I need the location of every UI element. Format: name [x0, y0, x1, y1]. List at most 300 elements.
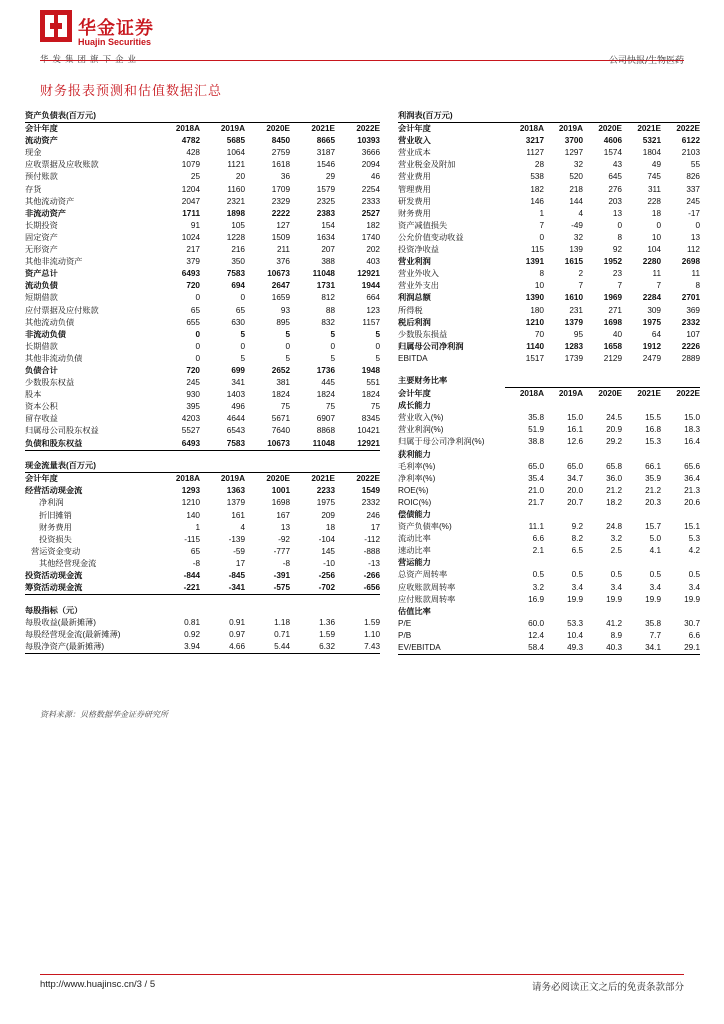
group-line: 华发集团旗下企业 [40, 55, 141, 65]
row-value: 7.7 [649, 630, 661, 640]
row-label: 营业税金及附加 [398, 160, 456, 170]
row-value: 2129 [603, 353, 622, 363]
row-value: 23 [612, 269, 622, 279]
row-value [622, 400, 661, 412]
row-label: 无形资产 [25, 245, 58, 255]
table-row [25, 438, 380, 451]
huajin-logo-icon [40, 10, 72, 42]
row-value: 105 [231, 220, 245, 230]
row-label: 总资产周转率 [398, 570, 448, 580]
row-label: 净利率(%) [398, 473, 436, 483]
year-label: 会计年度 [398, 124, 431, 134]
row-value: 309 [647, 305, 661, 315]
table-row [25, 220, 380, 232]
table-row [398, 569, 700, 581]
table-row [25, 389, 380, 401]
row-value: 4 [578, 208, 583, 218]
row-label: 固定资产 [25, 232, 58, 242]
row-value: 182 [366, 220, 380, 230]
row-value: -8 [192, 558, 200, 568]
row-value: 211 [276, 245, 290, 255]
row-value: 112 [686, 245, 700, 255]
row-label: 每股收益(最新摊薄) [25, 617, 96, 627]
row-value: 16.9 [528, 594, 544, 604]
row-label: 非流动资产 [25, 208, 66, 218]
row-value: 7583 [200, 438, 245, 451]
row-label: 营业收入 [398, 136, 431, 146]
row-value: 9.2 [571, 522, 583, 532]
row-value: 0 [240, 341, 245, 351]
row-value: 10 [651, 232, 661, 242]
row-value: 36 [280, 172, 290, 182]
row-value [505, 509, 544, 521]
row-value: 5.3 [688, 534, 700, 544]
row-value: 16.8 [645, 425, 661, 435]
row-label: 流动资产 [25, 136, 58, 146]
row-value: 0 [195, 293, 200, 303]
row-value: 2233 [316, 486, 335, 496]
table-row [25, 510, 380, 522]
table-row [398, 256, 700, 268]
table-row [25, 147, 380, 159]
row-value [661, 606, 700, 618]
row-value: 3.94 [155, 641, 200, 654]
row-value: 0.5 [688, 570, 700, 580]
row-value: 1546 [316, 160, 335, 170]
year-header: 2020E [583, 388, 622, 401]
row-value: 1698 [271, 498, 290, 508]
row-value: 1127 [526, 148, 544, 158]
row-value: -139 [228, 534, 245, 544]
row-value: -104 [318, 534, 335, 544]
row-label: 获利能力 [398, 449, 431, 459]
row-label: 股本 [25, 390, 42, 400]
table-row [398, 220, 700, 232]
row-value: 228 [647, 196, 661, 206]
year-header: 2018A [155, 473, 200, 486]
row-value: 43 [612, 160, 622, 170]
row-value: 51.9 [528, 425, 544, 435]
row-value: 1912 [642, 341, 661, 351]
header-divider [40, 60, 684, 61]
row-label: 折旧摊销 [39, 510, 72, 520]
row-value: 3.2 [610, 534, 622, 544]
row-value [583, 606, 622, 618]
row-label: 筹资活动现金流 [25, 582, 155, 595]
row-label: 财务费用 [398, 208, 431, 218]
table-row [25, 341, 380, 353]
row-value: 1121 [227, 160, 245, 170]
row-value: 1549 [361, 486, 380, 496]
row-value: 403 [366, 257, 380, 267]
row-value: 0 [195, 353, 200, 363]
row-value: 1001 [271, 486, 290, 496]
row-value: 17 [235, 558, 245, 568]
row-label: 长期投资 [25, 220, 58, 230]
row-value: 1160 [227, 184, 245, 194]
row-label: 流动比率 [398, 534, 431, 544]
per-share-title-row [25, 605, 380, 617]
row-value: 1634 [316, 232, 335, 242]
row-value: 1379 [564, 317, 583, 327]
row-value: 1297 [564, 148, 583, 158]
row-value: 4.2 [688, 546, 700, 556]
row-value: 6907 [316, 414, 335, 424]
row-value: 1.59 [319, 629, 335, 639]
row-value: 2.1 [532, 546, 544, 556]
row-value: 145 [321, 546, 335, 556]
row-value: -112 [364, 534, 380, 544]
row-value: 2701 [681, 293, 700, 303]
row-value: 8 [539, 269, 544, 279]
row-label: 营业成本 [398, 148, 431, 158]
year-header: 2019A [544, 123, 583, 136]
row-value: 2284 [642, 293, 661, 303]
row-value: 64 [651, 329, 661, 339]
row-value: 1804 [642, 148, 661, 158]
row-value [583, 449, 622, 461]
row-value: 350 [231, 257, 245, 267]
spacer [25, 450, 380, 460]
table-row [25, 377, 380, 389]
row-value: 93 [280, 305, 290, 315]
row-value: 21.7 [528, 497, 544, 507]
row-value: 1975 [642, 317, 661, 327]
year-label: 会计年度 [398, 388, 431, 398]
row-value: 1293 [181, 486, 200, 496]
row-value: 246 [366, 510, 380, 520]
row-value: 123 [366, 305, 380, 315]
row-value: 6.6 [688, 630, 700, 640]
row-value: 36.0 [606, 473, 622, 483]
year-header: 2020E [245, 123, 290, 136]
row-value: 5321 [642, 136, 661, 146]
row-label: 营业外支出 [398, 281, 439, 291]
row-value: 0 [195, 341, 200, 351]
row-value: 216 [231, 245, 245, 255]
row-value: 520 [569, 172, 583, 182]
row-value: 2329 [271, 196, 290, 206]
spacer [25, 595, 380, 605]
row-value: 65 [190, 305, 200, 315]
row-value: 1969 [603, 293, 622, 303]
row-value: 182 [530, 184, 544, 194]
table-row [25, 184, 380, 196]
row-label: 毛利率(%) [398, 461, 436, 471]
row-value: 19.9 [645, 594, 661, 604]
row-value: 388 [321, 257, 335, 267]
row-value: 655 [186, 317, 200, 327]
row-value [505, 557, 544, 569]
row-value [622, 449, 661, 461]
row-value [622, 557, 661, 569]
table-row [398, 232, 700, 244]
row-value: 337 [686, 184, 700, 194]
row-label: ROIC(%) [398, 497, 432, 507]
row-value: 18 [325, 522, 335, 532]
row-value: 6122 [681, 136, 700, 146]
table-row [25, 292, 380, 304]
row-label: 少数股东权益 [25, 378, 75, 388]
row-value: 5.0 [649, 534, 661, 544]
balance-sheet-title: 资产负债表(百万元) [25, 110, 380, 123]
row-value: 0.92 [184, 629, 200, 639]
row-value: 6.6 [532, 534, 544, 544]
table-row [25, 244, 380, 256]
row-label: 税后利润 [398, 317, 431, 327]
row-value: 745 [647, 172, 661, 182]
row-value: 202 [366, 245, 380, 255]
row-value: 209 [321, 510, 335, 520]
year-header: 2022E [661, 388, 700, 401]
row-value: 5685 [226, 136, 245, 146]
cash-flow-title: 现金流量表(百万元) [25, 460, 380, 473]
row-value: 826 [686, 172, 700, 182]
year-label: 会计年度 [25, 124, 58, 134]
row-value: 812 [321, 293, 335, 303]
row-value: 1824 [271, 390, 290, 400]
row-label: 所得税 [398, 305, 423, 315]
row-value: 1363 [226, 486, 245, 496]
table-row [25, 582, 380, 595]
row-value: 7.43 [335, 641, 380, 654]
year-header: 2018A [505, 123, 544, 136]
row-value: 1615 [564, 257, 583, 267]
row-label: EV/EBITDA [398, 642, 505, 655]
table-row [398, 485, 700, 497]
row-value: 276 [608, 184, 622, 194]
spacer-cell [25, 450, 380, 460]
row-value: 35.9 [645, 473, 661, 483]
year-header: 2022E [335, 473, 380, 486]
row-label: 营业费用 [398, 172, 431, 182]
row-value: 24.8 [606, 522, 622, 532]
table-row [398, 557, 700, 569]
row-value: -92 [278, 534, 290, 544]
row-value: 6543 [226, 426, 245, 436]
report-type: 公司快报/生物医药 [608, 56, 684, 66]
row-value: 29 [325, 172, 335, 182]
row-label: 营运能力 [398, 558, 431, 568]
row-value: 24.5 [606, 413, 622, 423]
row-value: 5 [285, 353, 290, 363]
row-value: 1024 [181, 232, 200, 242]
row-value: 445 [321, 378, 335, 388]
row-value: 551 [366, 378, 380, 388]
row-label: 营业外收入 [398, 269, 439, 279]
row-value: 2226 [681, 341, 700, 351]
row-value: 35.4 [528, 473, 544, 483]
row-value: 369 [686, 305, 700, 315]
row-value: 21.0 [528, 485, 544, 495]
row-value: 1574 [603, 148, 622, 158]
row-value: 3.4 [571, 582, 583, 592]
balance-sheet-years [25, 123, 380, 136]
row-value: 5 [240, 353, 245, 363]
row-label: 短期借款 [25, 293, 58, 303]
row-value: 29.2 [606, 437, 622, 447]
row-value: 3217 [525, 136, 544, 146]
row-value: 0.5 [649, 570, 661, 580]
table-row [25, 425, 380, 437]
row-value: 1 [195, 522, 200, 532]
row-value [661, 400, 700, 412]
row-value: 2383 [316, 208, 335, 218]
row-value: 271 [608, 305, 622, 315]
row-value: 1824 [316, 390, 335, 400]
row-value: 5 [330, 329, 335, 339]
table-row [25, 280, 380, 292]
row-value: 1739 [564, 353, 583, 363]
row-value: 8665 [316, 136, 335, 146]
row-value: 3.4 [610, 582, 622, 592]
row-value: 13 [612, 208, 622, 218]
row-value: 496 [231, 402, 245, 412]
row-value: 6.32 [290, 641, 335, 654]
row-value: 38.8 [528, 437, 544, 447]
table-row [25, 208, 380, 220]
table-row [398, 184, 700, 196]
table-row [25, 570, 380, 582]
year-header: 2020E [583, 123, 622, 136]
row-value: 144 [569, 196, 583, 206]
row-label: 成长能力 [398, 401, 431, 411]
table-row [398, 618, 700, 630]
row-value: 1740 [361, 232, 380, 242]
row-value: 75 [325, 402, 335, 412]
row-value: 311 [647, 184, 661, 194]
row-value: -8 [282, 558, 290, 568]
row-value: 19.9 [606, 594, 622, 604]
row-value: 5 [330, 353, 335, 363]
row-value: 4.1 [649, 546, 661, 556]
row-value: 720 [186, 365, 200, 375]
row-value: 53.3 [567, 618, 583, 628]
table-row [398, 353, 700, 365]
row-value: 34.7 [567, 473, 583, 483]
table-row [398, 341, 700, 353]
table-row [398, 244, 700, 256]
table-row [398, 642, 700, 655]
row-label: 投资活动现金流 [25, 570, 83, 580]
table-row [25, 546, 380, 558]
row-value: 720 [186, 281, 200, 291]
row-value: 15.1 [684, 522, 700, 532]
row-value [661, 449, 700, 461]
row-value: 1509 [271, 232, 290, 242]
row-value: 1736 [316, 365, 335, 375]
row-value: 29.1 [661, 642, 700, 655]
row-label: 估值比率 [398, 606, 431, 616]
row-label: 投资损失 [39, 534, 72, 544]
row-label: 管理费用 [398, 184, 431, 194]
row-value: 1379 [226, 498, 245, 508]
row-value: -575 [245, 582, 290, 595]
row-value: 1 [539, 208, 544, 218]
year-header: 2021E [290, 473, 335, 486]
row-label: 偿债能力 [398, 510, 431, 519]
row-value: 3700 [564, 136, 583, 146]
row-value: 16.4 [684, 437, 700, 447]
row-value: 6.5 [571, 546, 583, 556]
row-value: 1824 [361, 390, 380, 400]
row-value: 15.7 [645, 522, 661, 532]
table-row [398, 171, 700, 183]
row-value: 2325 [316, 196, 335, 206]
row-value: 1.59 [364, 617, 380, 627]
row-label: 资本公积 [25, 402, 58, 412]
row-label: 净利润 [39, 498, 64, 508]
row-value: 2527 [361, 208, 380, 218]
row-label: 其他流动负债 [25, 317, 75, 327]
row-value: 65 [190, 546, 200, 556]
row-value [583, 557, 622, 569]
row-value: 5.44 [245, 641, 290, 654]
row-value: 2254 [361, 184, 380, 194]
year-header: 2022E [661, 123, 700, 136]
row-value [583, 400, 622, 412]
table-row [25, 522, 380, 534]
row-value: 104 [647, 245, 661, 255]
row-label: 应付票据及应付账款 [25, 305, 99, 315]
row-value: 1659 [271, 293, 290, 303]
row-value: 0.5 [610, 570, 622, 580]
row-value: 65 [235, 305, 245, 315]
row-label: 其他经营现金流 [39, 558, 97, 568]
row-value: 3187 [316, 148, 335, 158]
row-value: 895 [276, 317, 290, 327]
row-value: 8868 [316, 426, 335, 436]
row-value: 11048 [312, 269, 335, 279]
row-label: P/E [398, 618, 412, 628]
row-value: 21.2 [606, 485, 622, 495]
row-value: 379 [186, 257, 200, 267]
row-value: 32 [573, 160, 583, 170]
year-header: 2019A [200, 123, 245, 136]
row-value: 1210 [525, 317, 544, 327]
row-value: 36.4 [684, 473, 700, 483]
row-value: 65.0 [528, 461, 544, 471]
table-row [25, 268, 380, 280]
table-row [25, 329, 380, 341]
row-value: 1709 [271, 184, 290, 194]
row-value: -844 [183, 570, 200, 580]
row-value: 930 [186, 390, 200, 400]
brand-name-en: Huajin Securities [78, 37, 152, 47]
row-label: ROE(%) [398, 485, 429, 495]
year-header: 2019A [544, 388, 583, 401]
row-label: 每股净资产(最新摊薄) [25, 641, 155, 654]
row-value: 1952 [603, 257, 622, 267]
row-value: 1948 [361, 365, 380, 375]
row-value: 11 [691, 269, 700, 279]
table-row [398, 196, 700, 208]
row-value: 167 [276, 510, 290, 520]
year-header: 2021E [622, 388, 661, 401]
row-value: -777 [273, 546, 290, 556]
table-row [398, 473, 700, 485]
table-row [25, 305, 380, 317]
row-label: 每股经营现金流(最新摊薄) [25, 629, 121, 639]
row-label: 应收账款周转率 [398, 582, 456, 592]
row-label: 现金 [25, 148, 42, 158]
row-value: 2.5 [610, 546, 622, 556]
brand-name-cn: 华金证券 [78, 18, 154, 39]
row-label: 其他流动资产 [25, 196, 75, 206]
row-value: 1390 [525, 293, 544, 303]
row-value: 245 [686, 196, 700, 206]
row-value: 40 [612, 329, 622, 339]
